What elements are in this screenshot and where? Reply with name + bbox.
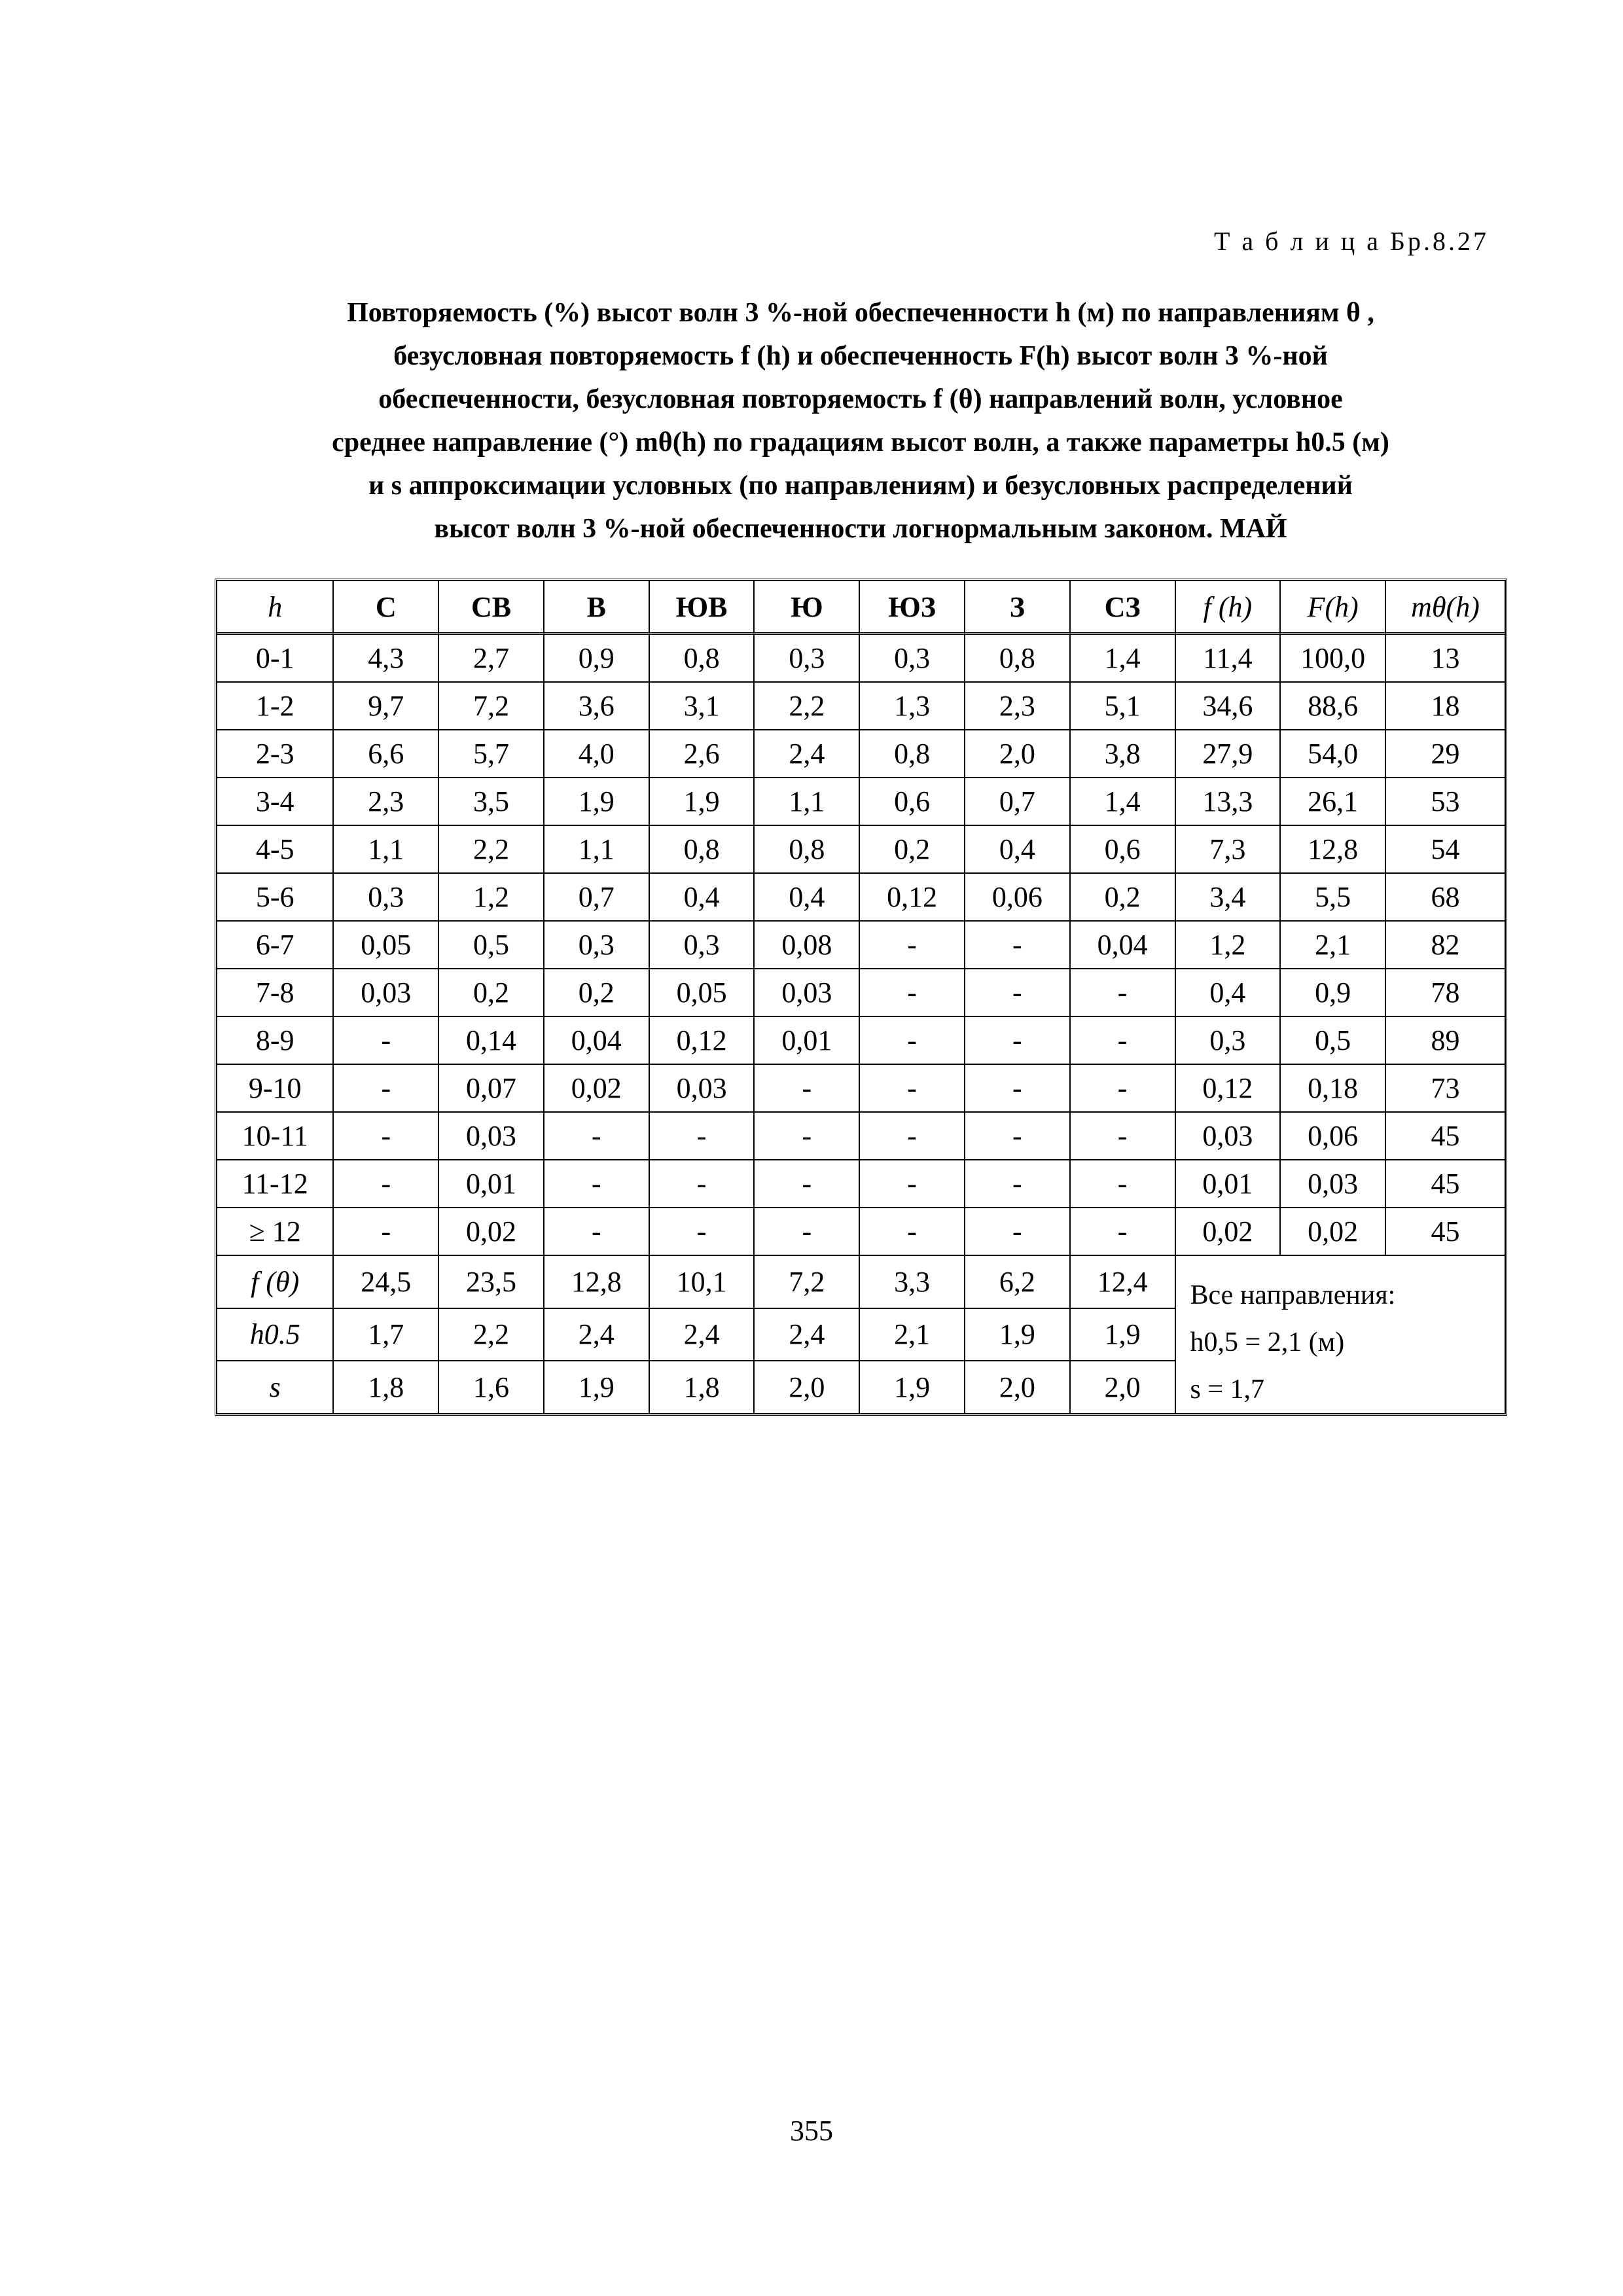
table-cell: 0,04 bbox=[1070, 921, 1175, 969]
table-cell: 5,1 bbox=[1070, 682, 1175, 730]
table-cell: 0,3 bbox=[649, 921, 755, 969]
table-cell: 0,8 bbox=[965, 634, 1070, 682]
table-cell: 89 bbox=[1385, 1016, 1505, 1064]
table-cell: 0,8 bbox=[649, 825, 755, 873]
table-cell: 0,5 bbox=[1280, 1016, 1385, 1064]
table-cell: 0,02 bbox=[1175, 1208, 1281, 1255]
table-cell: - bbox=[965, 1064, 1070, 1112]
table-cell: 0,06 bbox=[965, 873, 1070, 921]
data-table-container bbox=[215, 579, 1507, 1416]
table-cell: 0,2 bbox=[438, 969, 544, 1016]
table-cell: - bbox=[1070, 1208, 1175, 1255]
table-label: Т а б л и ц а Бр.8.27 bbox=[1213, 226, 1489, 256]
column-header-sw: ЮЗ bbox=[859, 581, 965, 634]
table-cell: 0,3 bbox=[544, 921, 649, 969]
table-cell: 0,4 bbox=[754, 873, 859, 921]
table-cell: - bbox=[649, 1112, 755, 1160]
table-cell: 0,6 bbox=[1070, 825, 1175, 873]
table-cell: 0,03 bbox=[649, 1064, 755, 1112]
caption-line: безусловная повторяемость f (h) и обеспеченность F(h) высот волн 3 %-ной bbox=[393, 341, 1328, 371]
table-cell: 1,2 bbox=[1175, 921, 1281, 969]
height-range-cell: 6-7 bbox=[217, 921, 333, 969]
height-range-cell: 8-9 bbox=[217, 1016, 333, 1064]
table-cell: 68 bbox=[1385, 873, 1505, 921]
column-header-w: З bbox=[965, 581, 1070, 634]
table-cell: - bbox=[1070, 1160, 1175, 1208]
table-cell: - bbox=[859, 1208, 965, 1255]
table-row bbox=[217, 825, 1505, 873]
table-cell: 0,12 bbox=[1175, 1064, 1281, 1112]
table-cell: - bbox=[965, 1112, 1070, 1160]
table-cell: 0,04 bbox=[544, 1016, 649, 1064]
table-cell: - bbox=[333, 1160, 438, 1208]
table-cell: 0,02 bbox=[438, 1208, 544, 1255]
table-row bbox=[217, 1160, 1505, 1208]
table-cell: 0,3 bbox=[333, 873, 438, 921]
column-header-se: ЮВ bbox=[649, 581, 755, 634]
table-cell: 53 bbox=[1385, 778, 1505, 825]
table-cell: - bbox=[1070, 969, 1175, 1016]
table-cell: 2,0 bbox=[965, 730, 1070, 778]
table-cell: 0,8 bbox=[859, 730, 965, 778]
table-cell: 0,02 bbox=[1280, 1208, 1385, 1255]
table-row bbox=[217, 778, 1505, 825]
table-cell: - bbox=[333, 1208, 438, 1255]
summary-cell: 1,8 bbox=[333, 1361, 438, 1414]
table-cell: 13,3 bbox=[1175, 778, 1281, 825]
table-row bbox=[217, 969, 1505, 1016]
summary-cell: 2,2 bbox=[438, 1308, 544, 1361]
height-range-cell: 4-5 bbox=[217, 825, 333, 873]
column-header-n: С bbox=[333, 581, 438, 634]
table-cell: 1,9 bbox=[649, 778, 755, 825]
height-range-cell: 1-2 bbox=[217, 682, 333, 730]
table-cell: - bbox=[859, 1160, 965, 1208]
table-cell: 27,9 bbox=[1175, 730, 1281, 778]
table-cell: 3,8 bbox=[1070, 730, 1175, 778]
table-cell: 7,3 bbox=[1175, 825, 1281, 873]
table-cell: 0,3 bbox=[859, 634, 965, 682]
table-cell: 0,08 bbox=[754, 921, 859, 969]
table-cell: 73 bbox=[1385, 1064, 1505, 1112]
table-cell: 88,6 bbox=[1280, 682, 1385, 730]
table-cell: - bbox=[1070, 1016, 1175, 1064]
table-cell: - bbox=[965, 1160, 1070, 1208]
table-cell: 45 bbox=[1385, 1160, 1505, 1208]
summary-cell: 7,2 bbox=[754, 1255, 859, 1308]
wave-height-table bbox=[215, 579, 1507, 1416]
table-cell: 4,0 bbox=[544, 730, 649, 778]
caption-line: высот волн 3 %-ной обеспеченности логнормальным законом. МАЙ bbox=[434, 514, 1287, 544]
summary-cell: 2,4 bbox=[649, 1308, 755, 1361]
table-cell: - bbox=[859, 969, 965, 1016]
height-range-cell: 5-6 bbox=[217, 873, 333, 921]
table-row bbox=[217, 634, 1505, 682]
table-cell: 0,8 bbox=[649, 634, 755, 682]
table-body bbox=[217, 634, 1505, 1414]
table-cell: 0,4 bbox=[649, 873, 755, 921]
table-cell: 12,8 bbox=[1280, 825, 1385, 873]
table-cell: 5,5 bbox=[1280, 873, 1385, 921]
table-cell: 2,2 bbox=[438, 825, 544, 873]
table-cell: 29 bbox=[1385, 730, 1505, 778]
table-cell: 0,18 bbox=[1280, 1064, 1385, 1112]
note-line: Все направления: bbox=[1190, 1280, 1396, 1310]
summary-cell: 24,5 bbox=[333, 1255, 438, 1308]
table-cell: 3,6 bbox=[544, 682, 649, 730]
column-header-nw: СЗ bbox=[1070, 581, 1175, 634]
height-range-cell: ≥ 12 bbox=[217, 1208, 333, 1255]
summary-cell: 1,8 bbox=[649, 1361, 755, 1414]
table-row bbox=[217, 1064, 1505, 1112]
table-cell: 0,8 bbox=[754, 825, 859, 873]
table-cell: 0,03 bbox=[1175, 1112, 1281, 1160]
summary-cell: 12,4 bbox=[1070, 1255, 1175, 1308]
summary-cell: 2,0 bbox=[965, 1361, 1070, 1414]
column-header-e: В bbox=[544, 581, 649, 634]
table-cell: - bbox=[754, 1112, 859, 1160]
page-number: 355 bbox=[790, 2115, 833, 2147]
summary-cell: 1,9 bbox=[965, 1308, 1070, 1361]
table-cell: 1,2 bbox=[438, 873, 544, 921]
height-range-cell: 0-1 bbox=[217, 634, 333, 682]
table-cell: 0,06 bbox=[1280, 1112, 1385, 1160]
table-cell: 0,01 bbox=[438, 1160, 544, 1208]
table-cell: 13 bbox=[1385, 634, 1505, 682]
table-cell: 1,9 bbox=[544, 778, 649, 825]
table-cell: - bbox=[544, 1112, 649, 1160]
height-range-cell: 7-8 bbox=[217, 969, 333, 1016]
table-cell: 0,03 bbox=[438, 1112, 544, 1160]
table-cell: 0,7 bbox=[965, 778, 1070, 825]
column-header-Fh: F(h) bbox=[1280, 581, 1385, 634]
table-cell: 0,3 bbox=[754, 634, 859, 682]
table-cell: 0,4 bbox=[965, 825, 1070, 873]
summary-label-cell: h0.5 bbox=[217, 1308, 333, 1361]
table-row bbox=[217, 1112, 1505, 1160]
table-cell: - bbox=[333, 1016, 438, 1064]
caption-line: обеспеченности, безусловная повторяемость f (θ) направлений волн, условное bbox=[378, 384, 1343, 414]
height-range-cell: 11-12 bbox=[217, 1160, 333, 1208]
table-cell: - bbox=[859, 1016, 965, 1064]
table-cell: - bbox=[754, 1160, 859, 1208]
table-cell: - bbox=[544, 1208, 649, 1255]
summary-cell: 23,5 bbox=[438, 1255, 544, 1308]
table-cell: - bbox=[649, 1160, 755, 1208]
column-header-s: Ю bbox=[754, 581, 859, 634]
height-range-cell: 10-11 bbox=[217, 1112, 333, 1160]
table-row bbox=[217, 1208, 1505, 1255]
summary-cell: 2,1 bbox=[859, 1308, 965, 1361]
summary-cell: 2,0 bbox=[1070, 1361, 1175, 1414]
table-cell: 0,9 bbox=[544, 634, 649, 682]
summary-cell: 12,8 bbox=[544, 1255, 649, 1308]
table-cell: 0,03 bbox=[1280, 1160, 1385, 1208]
table-cell: 9,7 bbox=[333, 682, 438, 730]
table-cell: 0,02 bbox=[544, 1064, 649, 1112]
table-cell: 0,2 bbox=[859, 825, 965, 873]
table-cell: - bbox=[544, 1160, 649, 1208]
column-header-ne: СВ bbox=[438, 581, 544, 634]
summary-cell: 2,4 bbox=[544, 1308, 649, 1361]
table-cell: - bbox=[649, 1208, 755, 1255]
height-range-cell: 3-4 bbox=[217, 778, 333, 825]
table-cell: 0,05 bbox=[333, 921, 438, 969]
table-cell: - bbox=[754, 1208, 859, 1255]
table-caption bbox=[209, 291, 1512, 550]
table-cell: 7,2 bbox=[438, 682, 544, 730]
height-range-cell: 2-3 bbox=[217, 730, 333, 778]
summary-cell: 2,0 bbox=[754, 1361, 859, 1414]
table-cell: 2,7 bbox=[438, 634, 544, 682]
table-cell: 3,1 bbox=[649, 682, 755, 730]
table-header-row bbox=[217, 581, 1505, 634]
summary-cell: 1,9 bbox=[544, 1361, 649, 1414]
table-cell: 2,4 bbox=[754, 730, 859, 778]
caption-line: Повторяемость (%) высот волн 3 %-ной обеспеченности h (м) по направлениям θ , bbox=[347, 298, 1374, 328]
table-cell: 11,4 bbox=[1175, 634, 1281, 682]
table-cell: - bbox=[333, 1064, 438, 1112]
table-cell: 78 bbox=[1385, 969, 1505, 1016]
table-cell: 5,7 bbox=[438, 730, 544, 778]
note-line: h0,5 = 2,1 (м) bbox=[1190, 1327, 1345, 1357]
table-cell: 0,7 bbox=[544, 873, 649, 921]
caption-line: среднее направление (°) mθ(h) по градациям высот волн, а также параметры h0.5 (м) bbox=[332, 427, 1389, 457]
table-cell: - bbox=[1070, 1064, 1175, 1112]
table-cell: 100,0 bbox=[1280, 634, 1385, 682]
table-cell: 0,03 bbox=[333, 969, 438, 1016]
table-cell: - bbox=[965, 1208, 1070, 1255]
table-cell: 0,07 bbox=[438, 1064, 544, 1112]
table-cell: 1,1 bbox=[754, 778, 859, 825]
table-cell: 0,2 bbox=[1070, 873, 1175, 921]
height-range-cell: 9-10 bbox=[217, 1064, 333, 1112]
table-cell: 1,1 bbox=[333, 825, 438, 873]
summary-cell: 1,9 bbox=[859, 1361, 965, 1414]
table-cell: 2,6 bbox=[649, 730, 755, 778]
table-cell: - bbox=[333, 1112, 438, 1160]
summary-cell: 1,7 bbox=[333, 1308, 438, 1361]
table-cell: 3,5 bbox=[438, 778, 544, 825]
table-cell: - bbox=[859, 921, 965, 969]
table-cell: 45 bbox=[1385, 1112, 1505, 1160]
table-cell: - bbox=[965, 1016, 1070, 1064]
all-directions-note bbox=[1175, 1255, 1505, 1414]
table-cell: 0,03 bbox=[754, 969, 859, 1016]
table-cell: - bbox=[1070, 1112, 1175, 1160]
table-cell: 1,4 bbox=[1070, 634, 1175, 682]
table-cell: 54,0 bbox=[1280, 730, 1385, 778]
table-cell: 3,4 bbox=[1175, 873, 1281, 921]
column-header-h: h bbox=[217, 581, 333, 634]
table-cell: - bbox=[754, 1064, 859, 1112]
column-header-fh: f (h) bbox=[1175, 581, 1281, 634]
summary-cell: 2,4 bbox=[754, 1308, 859, 1361]
table-cell: 82 bbox=[1385, 921, 1505, 969]
table-cell: - bbox=[859, 1064, 965, 1112]
table-row bbox=[217, 682, 1505, 730]
note-line: s = 1,7 bbox=[1190, 1374, 1265, 1405]
table-cell: 54 bbox=[1385, 825, 1505, 873]
summary-cell: 3,3 bbox=[859, 1255, 965, 1308]
table-cell: 0,2 bbox=[544, 969, 649, 1016]
summary-cell: 6,2 bbox=[965, 1255, 1070, 1308]
table-cell: 2,3 bbox=[965, 682, 1070, 730]
table-cell: 2,1 bbox=[1280, 921, 1385, 969]
column-header-mtheta: mθ(h) bbox=[1385, 581, 1505, 634]
table-cell: 1,4 bbox=[1070, 778, 1175, 825]
table-cell: 18 bbox=[1385, 682, 1505, 730]
table-cell: 6,6 bbox=[333, 730, 438, 778]
table-cell: - bbox=[965, 969, 1070, 1016]
table-cell: - bbox=[859, 1112, 965, 1160]
table-cell: 0,3 bbox=[1175, 1016, 1281, 1064]
table-cell: 0,01 bbox=[754, 1016, 859, 1064]
table-row bbox=[217, 1016, 1505, 1064]
table-cell: 0,12 bbox=[649, 1016, 755, 1064]
table-cell: 0,14 bbox=[438, 1016, 544, 1064]
table-row bbox=[217, 873, 1505, 921]
table-cell: - bbox=[965, 921, 1070, 969]
table-cell: 0,9 bbox=[1280, 969, 1385, 1016]
table-cell: 0,4 bbox=[1175, 969, 1281, 1016]
table-cell: 0,12 bbox=[859, 873, 965, 921]
table-cell: 26,1 bbox=[1280, 778, 1385, 825]
table-cell: 0,01 bbox=[1175, 1160, 1281, 1208]
table-cell: 0,5 bbox=[438, 921, 544, 969]
summary-row bbox=[217, 1255, 1505, 1308]
table-row bbox=[217, 730, 1505, 778]
summary-label-cell: s bbox=[217, 1361, 333, 1414]
caption-line: и s аппроксимации условных (по направлениям) и безусловных распределений bbox=[368, 471, 1353, 501]
table-cell: 34,6 bbox=[1175, 682, 1281, 730]
table-cell: 1,3 bbox=[859, 682, 965, 730]
table-cell: 0,05 bbox=[649, 969, 755, 1016]
table-cell: 45 bbox=[1385, 1208, 1505, 1255]
summary-cell: 1,6 bbox=[438, 1361, 544, 1414]
summary-label-cell: f (θ) bbox=[217, 1255, 333, 1308]
table-row bbox=[217, 921, 1505, 969]
table-cell: 0,6 bbox=[859, 778, 965, 825]
summary-cell: 10,1 bbox=[649, 1255, 755, 1308]
table-cell: 2,3 bbox=[333, 778, 438, 825]
table-cell: 4,3 bbox=[333, 634, 438, 682]
table-cell: 2,2 bbox=[754, 682, 859, 730]
table-cell: 1,1 bbox=[544, 825, 649, 873]
summary-cell: 1,9 bbox=[1070, 1308, 1175, 1361]
